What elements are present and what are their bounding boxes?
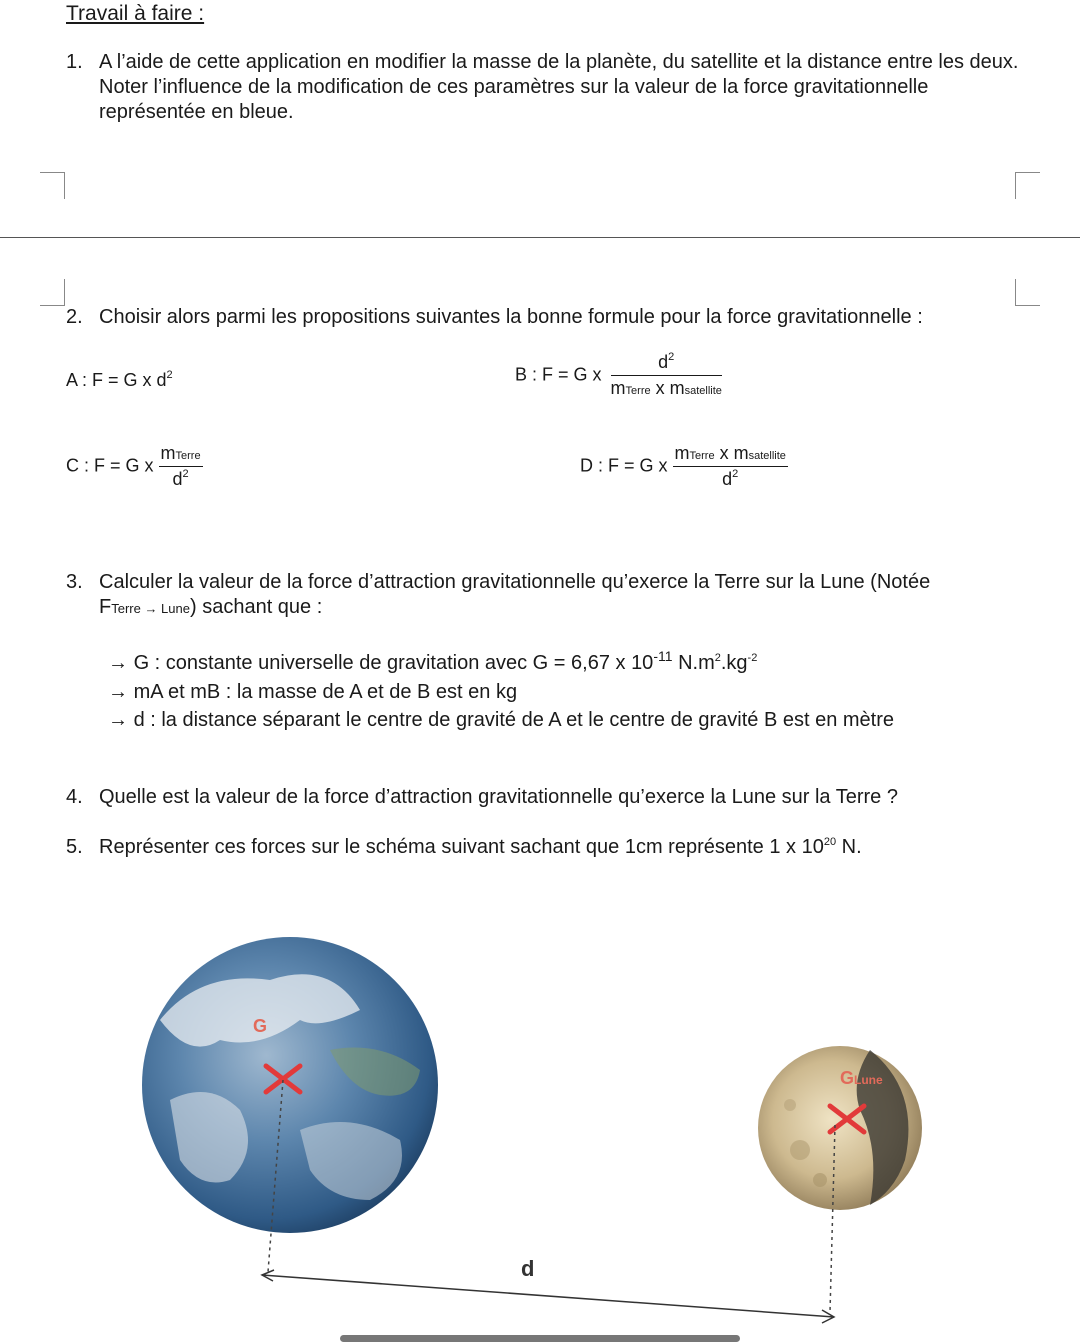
question-text: Calculer la valeur de la force d’attraction gravitationnelle qu’exerce la Terre sur la Lune (Notée FTerre → Lune) sachant que : <box>99 571 931 618</box>
earth-gravity-center-label: G <box>253 1016 268 1036</box>
question-number: 4. <box>66 786 83 808</box>
horizontal-scrollbar[interactable] <box>340 1335 740 1342</box>
formula-c <box>66 443 203 490</box>
arrow-icon: → <box>108 709 134 731</box>
divider-line <box>0 237 1080 238</box>
question-text: Quelle est la valeur de la force d’attraction gravitationnelle qu’exerce la Lune sur la Terre ? <box>99 786 898 808</box>
formula-prefix: A : F = G x d <box>66 370 167 390</box>
formula-prefix: C : F = G x <box>66 455 154 476</box>
answer-box-corner-top-right <box>1015 172 1040 199</box>
exponent: 2 <box>166 369 173 381</box>
question-number: 5. <box>66 836 83 858</box>
force-subscript: Terre → Lune <box>111 601 190 616</box>
answer-box-corner-bottom-right <box>1015 279 1040 306</box>
question-text: Représenter ces forces sur le schéma suivant sachant que 1cm représente 1 x $10^{20}$ N. <box>99 836 862 858</box>
definition-distance: → d : la distance séparant le centre de gravité de A et le centre de gravité B est en mètre <box>108 709 895 731</box>
definition-masses: → mA et mB : la masse de A et de B est en kg <box>108 681 518 703</box>
arrow-icon: → <box>108 652 134 674</box>
denominator: $d^2$ <box>722 468 739 489</box>
denominator: mTerre x msatellite <box>610 378 722 398</box>
question-number: 1. <box>66 51 83 73</box>
question-number: 2. <box>66 306 83 328</box>
formula-d <box>580 443 788 490</box>
distance-label: d <box>521 1256 535 1281</box>
numerator: mTerre <box>159 443 203 467</box>
arrow-icon: → <box>108 681 134 703</box>
answer-box-corner-bottom-left <box>40 279 65 306</box>
numerator: mTerre x msatellite <box>673 443 788 467</box>
answer-box-corner-top-left <box>40 172 65 199</box>
formula-prefix: D : F = G x <box>580 455 668 476</box>
moon-gravity-center-label: GLune <box>840 1068 883 1088</box>
formula-prefix: B : F = G x <box>515 364 602 385</box>
question-3 <box>0 570 1080 625</box>
page-title: Travail à faire : <box>66 2 205 25</box>
earth-moon-diagram <box>0 900 1080 1342</box>
fraction <box>159 443 203 490</box>
definition-g: → G : constante universelle de gravitation avec G = 6,67 x $10^{-11}$ $N.m^2.kg^{-2}$ <box>108 648 758 674</box>
fraction <box>673 443 788 490</box>
denominator: $d^2$ <box>172 468 189 489</box>
question-number: 3. <box>66 571 83 593</box>
formula-b <box>515 352 722 399</box>
formula-a <box>66 370 173 391</box>
distance-arrow <box>262 1270 834 1323</box>
question-1 <box>0 50 1080 130</box>
question-5 <box>0 835 1080 865</box>
question-text: A l’aide de cette application en modifier la masse de la planète, du satellite et la distance entre les deux. Noter l’influence de la modification de ces paramètres sur la valeur de la force gravitationnelle représentée en bleue. <box>99 51 1019 123</box>
fraction <box>611 352 722 399</box>
question-2 <box>0 305 1080 335</box>
question-text: Choisir alors parmi les propositions suivantes la bonne formule pour la force gravitationnelle : <box>99 306 923 328</box>
numerator: $d^2$ <box>611 352 722 376</box>
question-4 <box>0 785 1080 815</box>
